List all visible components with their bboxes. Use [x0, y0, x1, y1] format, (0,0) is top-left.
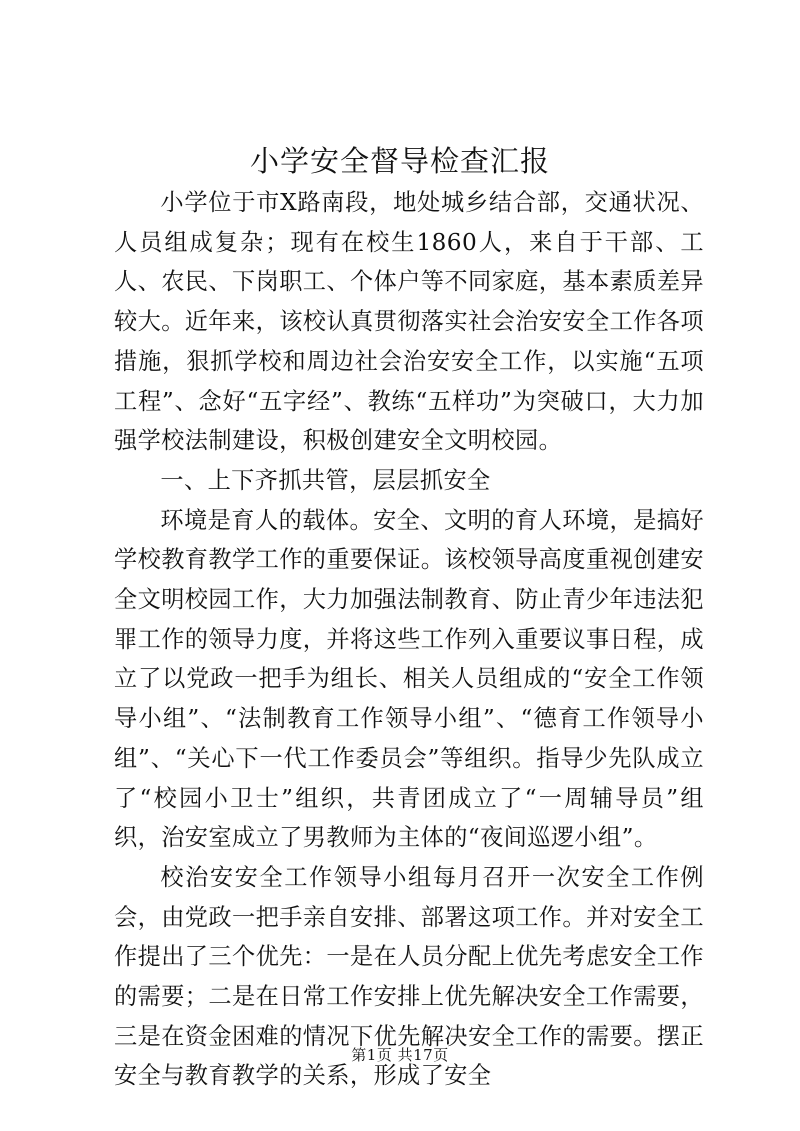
paragraph-leadership-group: 校治安安全工作领导小组每月召开一次安全工作例会，由党政一把手亲自安排、部署这项工作。并对安全工作提出了三个优先：一是在人员分配上优先考虑安全工作的需要；二是在日常工作安排上优先解决安全工作需要，三是在资金困难的情况下优先解决安全工作的需要。摆正安全与教育教学的关系，形成了安全: [114, 863, 704, 1090]
section-heading-1: 一、上下齐抓共管，层层抓安全: [160, 466, 491, 494]
page-footer: 第1页 共17页: [351, 1046, 449, 1064]
paragraph-intro: 小学位于市X路南段，地处城乡结合部，交通状况、人员组成复杂；现有在校生1860人，来自于干部、工人、农民、下岗职工、个体户等不同家庭，基本素质差异较大。近年来，该校认真贯彻落实社会治安安全工作各项措施，狠抓学校和周边社会治安安全工作，以实施“五项工程”、念好“五字经”、教练“五样功”为突破口，大力加强学校法制建设，积极创建安全文明校园。: [114, 189, 704, 455]
paragraph-environment: 环境是育人的载体。安全、文明的育人环境，是搞好学校教育教学工作的重要保证。该校领导高度重视创建安全文明校园工作，大力加强法制教育、防止青少年违法犯罪工作的领导力度，并将这些工作列入重要议事日程，成立了以党政一把手为组长、相关人员组成的“安全工作领导小组”、“法制教育工作领导小组”、“德育工作领导小组”、“关心下一代工作委员会”等组织。指导少先队成立了“校园小卫士”组织，共青团成立了“一周辅导员”组织，治安室成立了男教师为主体的“夜间巡逻小组”。: [114, 506, 704, 852]
document-body: [114, 183, 704, 1096]
document-title: 小学安全督导检查汇报: [249, 144, 550, 178]
